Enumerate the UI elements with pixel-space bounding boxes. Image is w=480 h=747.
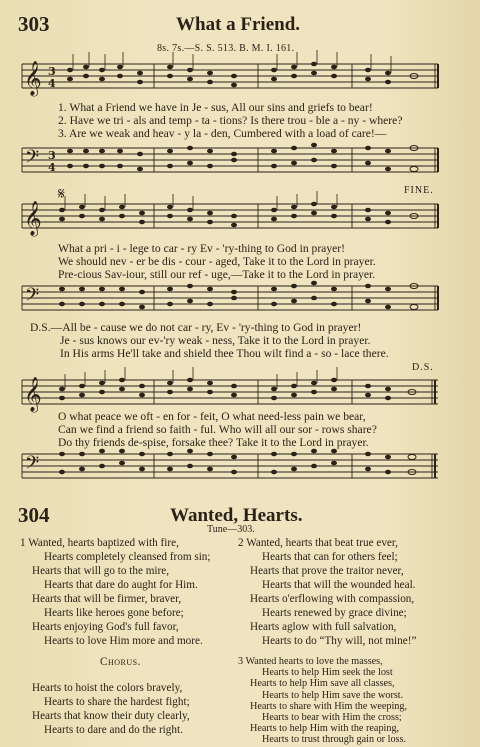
verse-line-2b-2: Je - sus knows our ev-'ry weak - ness, Take it to the Lord in prayer.	[60, 334, 371, 347]
chorus-line-4: Hearts to dare and do the right.	[44, 724, 183, 736]
treble-staff-3	[22, 370, 440, 414]
chorus-line-3: Hearts that know their duty clearly,	[32, 710, 190, 722]
verse-line-3-1: O what peace we oft - en for - feit, O what need-less pain we bear,	[58, 410, 366, 423]
svg-text:𝄞: 𝄞	[24, 61, 42, 96]
verse-line-1-1: 1. What a Friend we have in Je - sus, All our sins and griefs to bear!	[58, 101, 373, 114]
fine-mark: FINE.	[404, 185, 434, 196]
svg-text:4: 4	[48, 77, 56, 90]
verse3-line-1: 3 Wanted hearts to love the masses,	[238, 656, 383, 667]
verse2-line-7: Hearts aglow with full salvation,	[250, 621, 397, 633]
verse1-line-1: 1 Wanted, hearts baptized with fire,	[20, 537, 179, 549]
verse1-line-8: Hearts to love Him more and more.	[44, 635, 203, 647]
svg-text:𝄢: 𝄢	[25, 285, 40, 310]
verse2-line-8: Hearts to do “Thy will, not mine!”	[262, 635, 417, 647]
verse-line-3-3: Do thy friends de-spise, forsake thee? Take it to the Lord in prayer.	[58, 436, 369, 449]
verse3-line-4: Hearts to help Him save the worst.	[262, 689, 404, 701]
hymn-meter-303: 8s. 7s.—S. S. 513. B. M. I. 161.	[157, 43, 295, 54]
bass-staff-2	[22, 280, 440, 320]
verse-line-3-2: Can we find a friend so faith - ful. Who will all our sor - rows share?	[58, 423, 377, 436]
chorus-line-2: Hearts to share the hardest fight;	[44, 696, 190, 708]
verse1-line-4: Hearts that dare do aught for Him.	[44, 579, 198, 591]
svg-text:𝄞: 𝄞	[24, 377, 42, 412]
chorus-label: Chorus.	[100, 656, 141, 668]
verse3-line-5: Hearts to share with Him the weeping,	[250, 700, 408, 712]
verse1-line-2: Hearts completely cleansed from sin;	[44, 551, 211, 563]
chorus-line-1: Hearts to hoist the colors bravely,	[32, 682, 183, 694]
verse-line-1-2: 2. Have we tri - als and temp - ta - tions? Is there trou - ble a - ny - where?	[58, 114, 403, 127]
verse2-line-2: Hearts that can for others feel;	[262, 551, 398, 563]
svg-text:𝄢: 𝄢	[25, 453, 40, 478]
treble-staff-1	[22, 58, 440, 98]
verse1-line-7: Hearts enjoying God's full favor,	[32, 621, 179, 633]
verse1-line-5: Hearts that will be firmer, braver,	[32, 593, 182, 605]
svg-text:3: 3	[48, 149, 56, 162]
verse3-line-8: Hearts to trust through gain or loss.	[262, 734, 407, 746]
verse-line-1-3: 3. Are we weak and heav - y la - den, Cumbered with a load of care!—	[58, 127, 387, 140]
hymn-title-303: What a Friend.	[176, 14, 301, 35]
verse2-line-4: Hearts that will the wounded heal.	[262, 579, 416, 591]
verse2-line-3: Hearts that prove the traitor never,	[250, 565, 404, 577]
bass-staff-1	[22, 142, 440, 182]
verse2-line-5: Hearts o'erflowing with compassion,	[250, 593, 415, 605]
verse3-line-2: Hearts to help Him seek the lost	[262, 667, 393, 679]
verse1-line-3: Hearts that will go to the mire,	[32, 565, 170, 577]
verse-line-2-2: We should nev - er be dis - cour - aged, Take it to the Lord in prayer.	[58, 255, 376, 268]
svg-text:4: 4	[48, 161, 56, 174]
verse3-line-3: Hearts to help Him save all classes,	[250, 678, 395, 690]
verse2-line-1: 2 Wanted, hearts that beat true ever,	[238, 537, 398, 549]
verse-line-2-1: What a pri - i - lege to car - ry Ev - 'ry-thing to God in prayer!	[58, 242, 345, 255]
segno-sign: 𝄋	[58, 186, 65, 203]
verse1-line-6: Hearts like heroes gone before;	[44, 607, 184, 619]
ds-mark: D.S.	[412, 362, 434, 373]
verse-line-2-3: Pre-cious Sav-iour, still our ref - uge,—Take it to the Lord in prayer.	[58, 268, 376, 281]
verse2-line-6: Hearts renewed by grace divine;	[262, 607, 407, 619]
hymn-tune-304: Tune—303.	[207, 524, 255, 535]
verse-line-2b-3: In His arms He'll take and shield thee Thou wilt find a - so - lace there.	[60, 347, 389, 360]
verse3-line-7: Hearts to help Him with the reaping,	[250, 723, 400, 735]
hymn-title-304: Wanted, Hearts.	[170, 505, 303, 526]
treble-staff-2	[22, 194, 440, 238]
verse-line-2b-1: D.S.—All be - cause we do not car - ry, Ev - 'ry-thing to God in prayer!	[30, 321, 362, 334]
svg-text:𝄞: 𝄞	[24, 201, 42, 236]
bass-staff-3	[22, 448, 440, 488]
svg-text:3: 3	[48, 65, 56, 78]
svg-text:𝄢: 𝄢	[25, 147, 40, 172]
hymn-number-303: 303	[18, 12, 50, 36]
hymn-number-304: 304	[18, 503, 50, 527]
verse3-line-6: Hearts to bear with Him the cross;	[262, 712, 402, 723]
